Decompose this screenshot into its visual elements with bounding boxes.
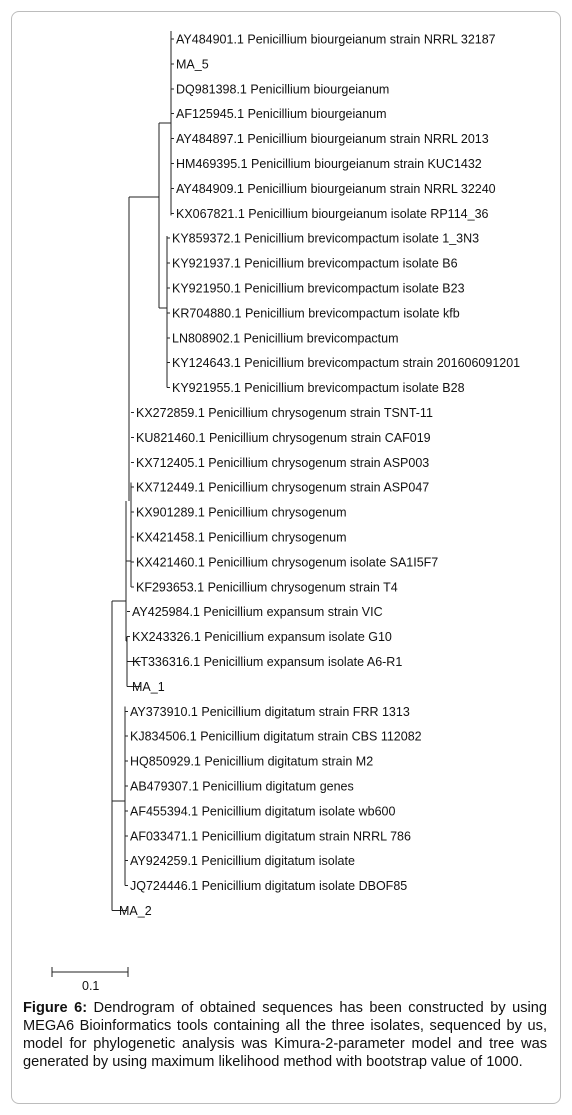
- taxon-label: KR704880.1 Penicillium brevicompactum isolate kfb: [172, 306, 460, 321]
- taxon-label: KX712449.1 Penicillium chrysogenum strain ASP047: [136, 480, 430, 495]
- taxon-label: AY484901.1 Penicillium biourgeianum strain NRRL 32187: [176, 32, 496, 47]
- taxon-label: KX421458.1 Penicillium chrysogenum: [136, 530, 347, 545]
- taxon-label: KY859372.1 Penicillium brevicompactum isolate 1_3N3: [172, 231, 480, 246]
- scale-bar: [52, 967, 128, 992]
- taxon-label: HM469395.1 Penicillium biourgeianum strain KUC1432: [176, 157, 482, 171]
- taxon-label: KX272859.1 Penicillium chrysogenum strain TSNT-11: [136, 406, 433, 420]
- figure-caption: [23, 999, 547, 1071]
- taxon-label: KX901289.1 Penicillium chrysogenum: [136, 505, 347, 520]
- taxon-label: MA_5: [176, 57, 209, 72]
- dendrogram: [12, 12, 562, 992]
- taxon-label: KX243326.1 Penicillium expansum isolate G10: [132, 630, 392, 645]
- taxon-label: KX421460.1 Penicillium chrysogenum isolate SA1I5F7: [136, 555, 439, 570]
- taxon-label: KT336316.1 Penicillium expansum isolate A6-R1: [132, 655, 403, 669]
- taxon-label: MA_1: [132, 679, 165, 694]
- taxon-label: AF455394.1 Penicillium digitatum isolate wb600: [130, 804, 396, 819]
- taxon-label: DQ981398.1 Penicillium biourgeianum: [176, 82, 390, 97]
- taxon-label: JQ724446.1 Penicillium digitatum isolate DBOF85: [130, 879, 408, 894]
- taxon-label: KF293653.1 Penicillium chrysogenum strain T4: [136, 580, 398, 595]
- taxon-label: AY484909.1 Penicillium biourgeianum strain NRRL 32240: [176, 181, 496, 196]
- taxon-label: KY921937.1 Penicillium brevicompactum isolate B6: [172, 256, 458, 271]
- taxon-label: AB479307.1 Penicillium digitatum genes: [130, 779, 354, 794]
- taxon-label: LN808902.1 Penicillium brevicompactum: [172, 331, 399, 346]
- taxon-label: KJ834506.1 Penicillium digitatum strain CBS 112082: [130, 729, 422, 744]
- taxon-label: KX712405.1 Penicillium chrysogenum strain ASP003: [136, 455, 430, 470]
- taxon-label: KU821460.1 Penicillium chrysogenum strain CAF019: [136, 430, 431, 445]
- taxon-label: AY373910.1 Penicillium digitatum strain FRR 1313: [130, 704, 410, 719]
- taxon-label: KX067821.1 Penicillium biourgeianum isolate RP114_36: [176, 206, 489, 221]
- taxon-label: AY924259.1 Penicillium digitatum isolate: [130, 854, 355, 869]
- figure-frame: [11, 11, 561, 1104]
- taxon-label: KY921950.1 Penicillium brevicompactum isolate B23: [172, 281, 465, 296]
- taxon-label: AY425984.1 Penicillium expansum strain VIC: [132, 605, 383, 620]
- taxon-label: KY124643.1 Penicillium brevicompactum strain 201606091201: [172, 356, 521, 371]
- taxon-labels: [119, 33, 520, 919]
- scale-bar-label: 0.1: [82, 979, 100, 992]
- caption-text: Dendrogram of obtained sequences has been constructed by using MEGA6 Bioinformatics tools containing all the three isolates, sequenced by us, model for phylogenetic analysis was Kimura-2-parameter model and tree was generated by using maximum likelihood method with bootstrap value of 1000.: [23, 1000, 547, 1070]
- taxon-label: AF033471.1 Penicillium digitatum strain NRRL 786: [130, 829, 411, 844]
- caption-label: Figure 6:: [23, 1000, 88, 1016]
- taxon-label: MA_2: [119, 904, 152, 918]
- taxon-label: KY921955.1 Penicillium brevicompactum isolate B28: [172, 381, 465, 396]
- taxon-label: HQ850929.1 Penicillium digitatum strain M2: [130, 754, 374, 769]
- taxon-label: AF125945.1 Penicillium biourgeianum: [176, 107, 387, 122]
- taxon-label: AY484897.1 Penicillium biourgeianum strain NRRL 2013: [176, 132, 489, 147]
